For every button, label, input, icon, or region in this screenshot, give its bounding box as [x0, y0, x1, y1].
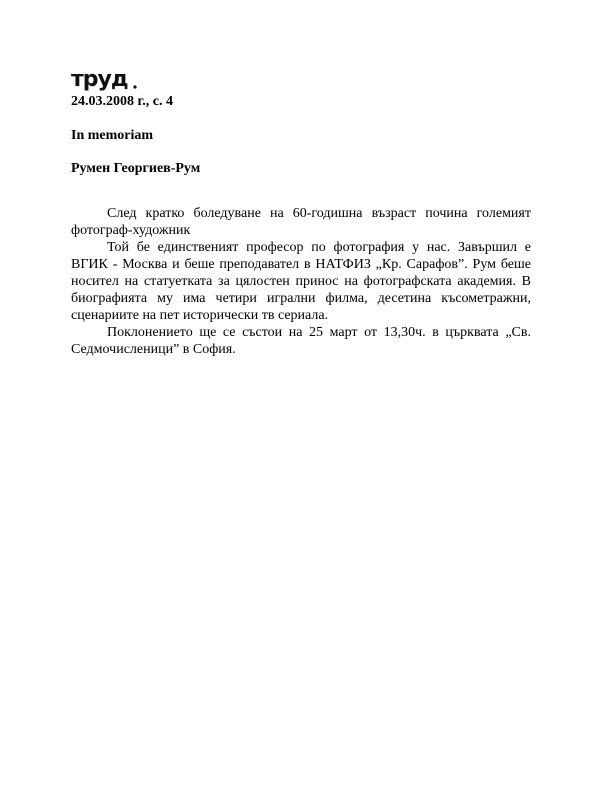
- article-title: Румен Георгиев-Рум: [71, 161, 201, 176]
- svg-text:труд: труд: [71, 67, 128, 92]
- publication-date-page: 24.03.2008 г., с. 4: [71, 94, 173, 109]
- section-heading: In memoriam: [71, 128, 154, 143]
- trud-newspaper-logo: [71, 66, 141, 92]
- article-body: [71, 205, 531, 358]
- paragraph: Той бе единственият професор по фотография у нас. Завършил е ВГИК - Москва и беше преподавател в НАТФИЗ „Кр. Сарафов”. Рум беше носител на статуетката за цялостен принос на фотографската академия. В биографията му има четири игрални филма, десетина късометражни, сценариите на пет исторически тв сериала.: [71, 240, 531, 323]
- paragraph: След кратко боледуване на 60-годишна възраст почина големият фотограф-художник: [71, 206, 531, 238]
- paragraph: Поклонението ще се състои на 25 март от 13,30ч. в църквата „Св. Седмочисленици” в София.: [71, 325, 531, 357]
- document-page: [71, 66, 531, 358]
